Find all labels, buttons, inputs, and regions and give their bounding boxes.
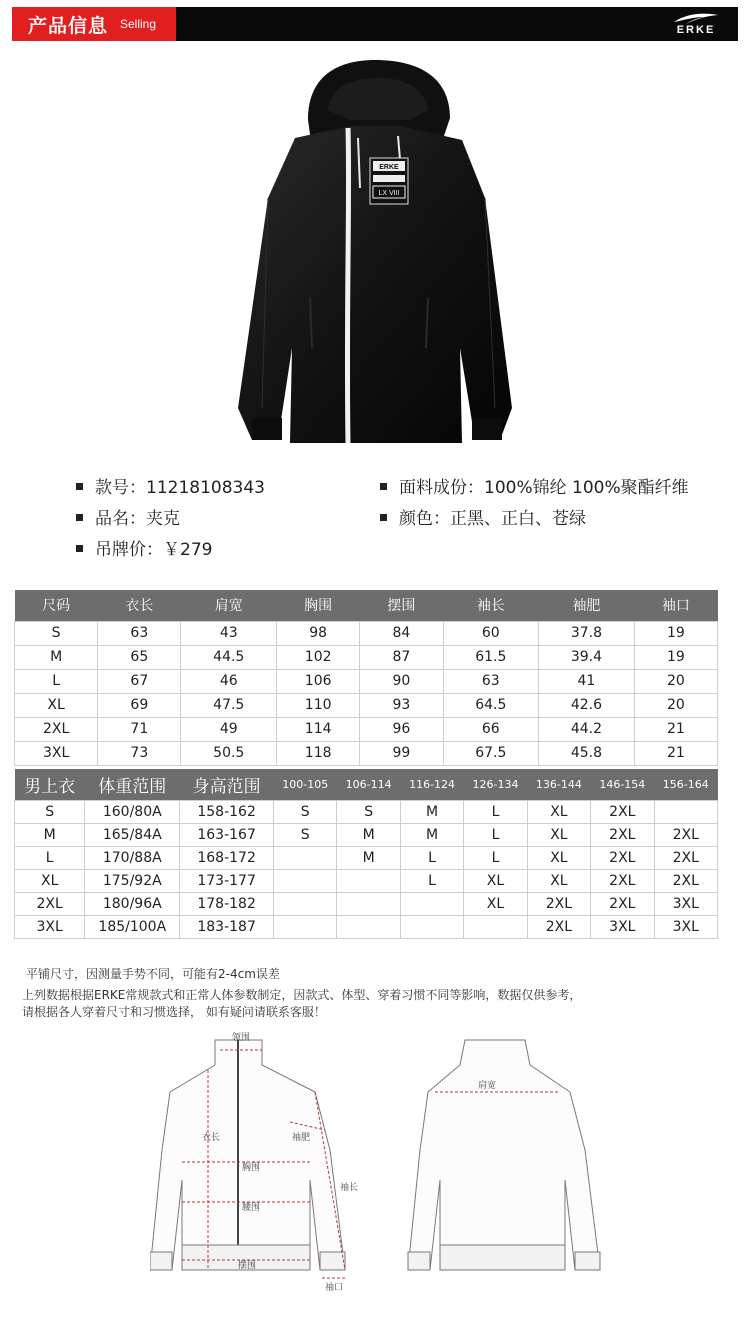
price-text: 吊牌价：￥279 bbox=[95, 540, 213, 560]
table-cell: XL bbox=[527, 823, 590, 846]
table-cell bbox=[654, 800, 717, 823]
table-row bbox=[15, 892, 718, 915]
table-cell: 180/96A bbox=[85, 892, 180, 915]
table-cell: 37.8 bbox=[539, 621, 635, 645]
measurement-diagram bbox=[150, 1030, 610, 1300]
header-cell: 体重范围 bbox=[85, 769, 180, 800]
table-cell: L bbox=[464, 823, 527, 846]
table-cell: M bbox=[15, 645, 98, 669]
table-cell: S bbox=[274, 823, 337, 846]
table-cell: XL bbox=[15, 869, 85, 892]
header-cell: 袖肥 bbox=[539, 590, 635, 621]
table-cell: L bbox=[400, 869, 463, 892]
label-chest: 胸围 bbox=[242, 1163, 261, 1173]
table-cell: 163-167 bbox=[180, 823, 274, 846]
header-cell: 肩宽 bbox=[181, 590, 277, 621]
table-cell: 50.5 bbox=[181, 741, 277, 765]
note-measurement: 平铺尺寸，因测量手势不同，可能有2-4cm误差 bbox=[26, 967, 280, 981]
bullet-icon bbox=[76, 545, 83, 552]
table-cell: XL bbox=[527, 846, 590, 869]
label-collar: 领围 bbox=[232, 1033, 251, 1043]
label-shoulder: 肩宽 bbox=[478, 1081, 497, 1091]
table-cell: 2XL bbox=[591, 846, 654, 869]
table-cell: 165/84A bbox=[85, 823, 180, 846]
table-cell: XL bbox=[464, 869, 527, 892]
table-cell: 185/100A bbox=[85, 915, 180, 938]
table-cell: L bbox=[464, 800, 527, 823]
size-table-header bbox=[15, 590, 718, 621]
table-cell: 118 bbox=[277, 741, 360, 765]
table-cell: 19 bbox=[634, 621, 717, 645]
badge-brand-text: ERKE bbox=[379, 164, 399, 171]
table-cell: 2XL bbox=[527, 915, 590, 938]
table-cell: 64.5 bbox=[443, 693, 539, 717]
table-row bbox=[15, 741, 718, 765]
table-cell: 90 bbox=[360, 669, 443, 693]
table-cell: XL bbox=[15, 693, 98, 717]
info-fabric bbox=[380, 473, 689, 498]
table-cell: 21 bbox=[634, 717, 717, 741]
table-cell: 39.4 bbox=[539, 645, 635, 669]
table-cell: 63 bbox=[443, 669, 539, 693]
table-cell: 67 bbox=[98, 669, 181, 693]
section-subtitle: Selling bbox=[120, 17, 157, 31]
note-contact: 请根据各人穿着尺寸和习惯选择， 如有疑问请联系客服！ bbox=[22, 1005, 326, 1019]
header-cell: 136-144 bbox=[527, 769, 590, 800]
table-cell: 43 bbox=[181, 621, 277, 645]
table-cell: 3XL bbox=[591, 915, 654, 938]
table-cell: 170/88A bbox=[85, 846, 180, 869]
header-cell: 男上衣 bbox=[15, 769, 85, 800]
table-cell: M bbox=[400, 823, 463, 846]
table-cell: 63 bbox=[98, 621, 181, 645]
table-cell: 3XL bbox=[15, 741, 98, 765]
product-name-text: 品名：夹克 bbox=[95, 509, 180, 529]
table-cell: 61.5 bbox=[443, 645, 539, 669]
brand-name: ERKE bbox=[676, 24, 716, 36]
size-table-body bbox=[15, 621, 718, 765]
table-cell: 45.8 bbox=[539, 741, 635, 765]
label-hem: 摆围 bbox=[238, 1261, 257, 1271]
bullet-icon bbox=[76, 483, 83, 490]
table-cell: 21 bbox=[634, 741, 717, 765]
table-cell: M bbox=[15, 823, 85, 846]
table-cell: 183-187 bbox=[180, 915, 274, 938]
table-cell: 93 bbox=[360, 693, 443, 717]
table-cell: S bbox=[337, 800, 400, 823]
table-cell: 96 bbox=[360, 717, 443, 741]
table-row bbox=[15, 669, 718, 693]
table-cell bbox=[274, 915, 337, 938]
table-cell: 2XL bbox=[591, 800, 654, 823]
header-cell: 116-124 bbox=[400, 769, 463, 800]
fit-table-body bbox=[15, 800, 718, 938]
table-cell: M bbox=[337, 823, 400, 846]
table-row bbox=[15, 693, 718, 717]
header-bar bbox=[12, 7, 738, 41]
table-row bbox=[15, 915, 718, 938]
section-title: 产品信息 bbox=[28, 15, 109, 37]
table-cell: S bbox=[15, 621, 98, 645]
table-cell: 67.5 bbox=[443, 741, 539, 765]
table-cell: 99 bbox=[360, 741, 443, 765]
info-colors bbox=[380, 504, 586, 529]
table-cell: 160/80A bbox=[85, 800, 180, 823]
bullet-icon bbox=[380, 483, 387, 490]
table-cell: 2XL bbox=[591, 869, 654, 892]
header-cell: 身高范围 bbox=[180, 769, 274, 800]
label-sleeve-width: 袖肥 bbox=[292, 1133, 311, 1143]
table-cell bbox=[274, 869, 337, 892]
table-cell: 60 bbox=[443, 621, 539, 645]
table-row bbox=[15, 800, 718, 823]
table-cell bbox=[274, 892, 337, 915]
note-disclaimer: 上列数据根据ERKE常规款式和正常人体参数制定，因款式、体型、穿着习惯不同等影响，数据仅供参考， bbox=[22, 988, 582, 1002]
table-cell: 2XL bbox=[15, 717, 98, 741]
info-style-no bbox=[76, 473, 265, 498]
label-body-length: 衣长 bbox=[202, 1133, 221, 1143]
table-cell: 65 bbox=[98, 645, 181, 669]
fit-table bbox=[14, 769, 718, 939]
header-cell: 摆围 bbox=[360, 590, 443, 621]
table-cell: 2XL bbox=[527, 892, 590, 915]
table-cell: 3XL bbox=[654, 892, 717, 915]
table-cell: M bbox=[337, 846, 400, 869]
header-cell: 袖长 bbox=[443, 590, 539, 621]
table-cell: XL bbox=[527, 800, 590, 823]
table-cell: 168-172 bbox=[180, 846, 274, 869]
product-image bbox=[200, 48, 550, 448]
table-cell bbox=[274, 846, 337, 869]
table-cell: 110 bbox=[277, 693, 360, 717]
fit-table-header bbox=[15, 769, 718, 800]
label-waist: 腰围 bbox=[242, 1203, 261, 1213]
table-cell: 84 bbox=[360, 621, 443, 645]
table-cell: 46 bbox=[181, 669, 277, 693]
table-cell: 178-182 bbox=[180, 892, 274, 915]
table-cell: 98 bbox=[277, 621, 360, 645]
table-cell: 173-177 bbox=[180, 869, 274, 892]
label-sleeve-length: 袖长 bbox=[340, 1183, 359, 1193]
header-cell: 126-134 bbox=[464, 769, 527, 800]
table-cell: 44.2 bbox=[539, 717, 635, 741]
table-cell: 106 bbox=[277, 669, 360, 693]
bullet-icon bbox=[76, 514, 83, 521]
label-cuff: 袖口 bbox=[325, 1283, 344, 1293]
size-table bbox=[14, 590, 718, 766]
table-cell: S bbox=[274, 800, 337, 823]
table-cell: 49 bbox=[181, 717, 277, 741]
table-cell: 2XL bbox=[654, 869, 717, 892]
table-cell: 20 bbox=[634, 693, 717, 717]
style-no-text: 款号：11218108343 bbox=[95, 478, 265, 498]
table-cell: 2XL bbox=[591, 823, 654, 846]
table-cell: 2XL bbox=[654, 823, 717, 846]
header-cell: 尺码 bbox=[15, 590, 98, 621]
info-price bbox=[76, 535, 212, 560]
badge-model-text: LX VIII bbox=[378, 190, 400, 197]
table-cell: 158-162 bbox=[180, 800, 274, 823]
table-cell: 2XL bbox=[15, 892, 85, 915]
table-cell bbox=[400, 892, 463, 915]
table-cell: 66 bbox=[443, 717, 539, 741]
header-cell: 袖口 bbox=[634, 590, 717, 621]
table-row bbox=[15, 717, 718, 741]
header-cell: 146-154 bbox=[591, 769, 654, 800]
table-cell: 2XL bbox=[654, 846, 717, 869]
table-cell: 87 bbox=[360, 645, 443, 669]
table-cell bbox=[464, 915, 527, 938]
table-row bbox=[15, 869, 718, 892]
table-cell: XL bbox=[464, 892, 527, 915]
table-cell bbox=[337, 869, 400, 892]
table-cell bbox=[337, 892, 400, 915]
header-cell: 衣长 bbox=[98, 590, 181, 621]
table-cell: 44.5 bbox=[181, 645, 277, 669]
table-cell: 3XL bbox=[15, 915, 85, 938]
table-cell: 19 bbox=[634, 645, 717, 669]
erke-logo bbox=[668, 10, 724, 38]
table-cell: XL bbox=[527, 869, 590, 892]
header-cell: 156-164 bbox=[654, 769, 717, 800]
table-cell: 20 bbox=[634, 669, 717, 693]
table-cell: L bbox=[15, 846, 85, 869]
table-cell: 42.6 bbox=[539, 693, 635, 717]
table-cell bbox=[400, 915, 463, 938]
table-cell: L bbox=[464, 846, 527, 869]
table-cell: 3XL bbox=[654, 915, 717, 938]
table-cell: 2XL bbox=[591, 892, 654, 915]
table-cell: M bbox=[400, 800, 463, 823]
table-cell: 102 bbox=[277, 645, 360, 669]
table-row bbox=[15, 846, 718, 869]
table-cell: S bbox=[15, 800, 85, 823]
table-row bbox=[15, 823, 718, 846]
table-cell: 71 bbox=[98, 717, 181, 741]
table-cell: L bbox=[400, 846, 463, 869]
table-row bbox=[15, 621, 718, 645]
fabric-text: 面料成份：100%锦纶 100%聚酯纤维 bbox=[399, 478, 689, 498]
header-cell: 106-114 bbox=[337, 769, 400, 800]
table-cell bbox=[337, 915, 400, 938]
table-cell: 175/92A bbox=[85, 869, 180, 892]
bullet-icon bbox=[380, 514, 387, 521]
colors-text: 颜色：正黑、正白、苍绿 bbox=[399, 509, 586, 529]
table-cell: 41 bbox=[539, 669, 635, 693]
table-cell: 114 bbox=[277, 717, 360, 741]
info-product-name bbox=[76, 504, 180, 529]
table-cell: L bbox=[15, 669, 98, 693]
header-cell: 100-105 bbox=[274, 769, 337, 800]
header-cell: 胸围 bbox=[277, 590, 360, 621]
table-cell: 69 bbox=[98, 693, 181, 717]
table-row bbox=[15, 645, 718, 669]
table-cell: 73 bbox=[98, 741, 181, 765]
table-cell: 47.5 bbox=[181, 693, 277, 717]
